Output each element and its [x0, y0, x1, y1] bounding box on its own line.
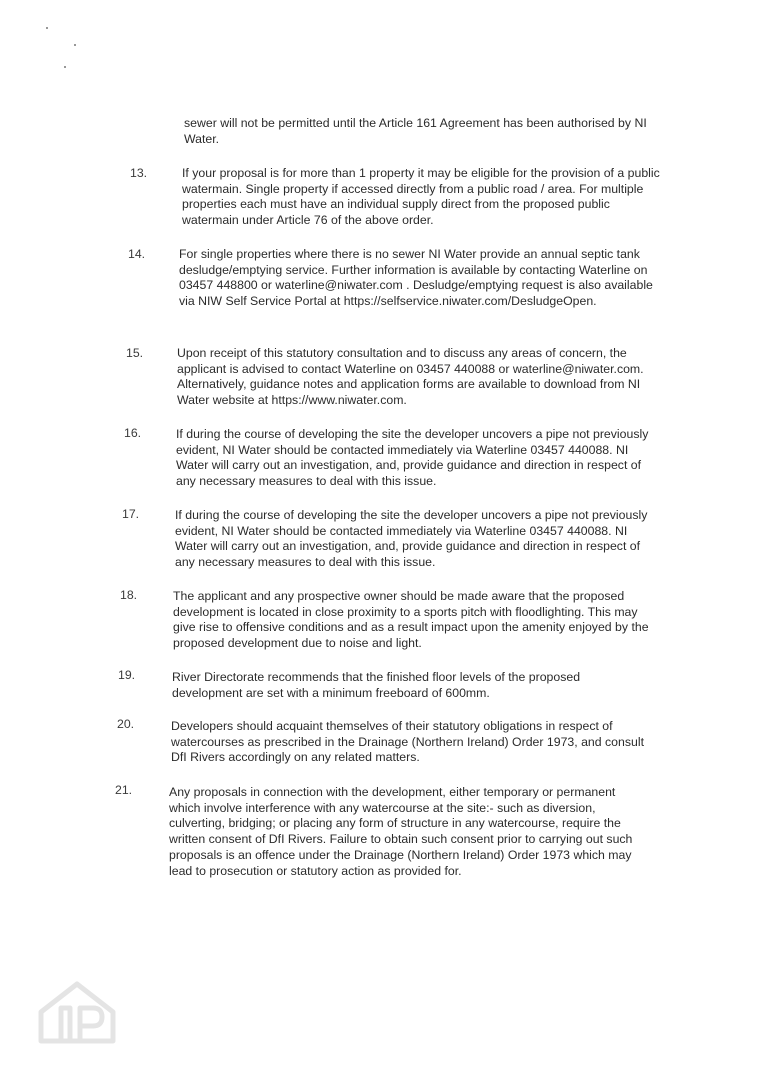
item-number: 21. — [115, 783, 133, 797]
scan-speck — [64, 66, 66, 68]
item-number: 18. — [120, 588, 138, 602]
item-number: 15. — [126, 346, 144, 360]
item-text: If during the course of developing the site the developer uncovers a pipe not previously evident, NI Water should be contacted immediately via Waterline 03457 440088. NI Water will carry out an investigation, and, provide guidance and direction in respect of any necessary measures to deal with this issue. — [175, 508, 648, 570]
property-logo-icon — [36, 978, 118, 1046]
item-text: For single properties where there is no sewer NI Water provide an annual septic tank desludge/emptying service. Further information is available by contacting Waterline on 03457 448800 or waterline@niwater.com . Desludge/emptying request is also available via NIW Self Service Portal at https://selfservice.niwater.com/DesludgeOpen. — [179, 247, 653, 309]
item-number: 17. — [122, 507, 140, 521]
item-number: 14. — [128, 247, 146, 261]
item-text: If your proposal is for more than 1 property it may be eligible for the provision of a public watermain. Single property if accessed directly from a public road / area. For multiple properties each must have an individual supply direct from the proposed public watermain under Article 76 of the above order. — [182, 166, 660, 228]
item-number: 19. — [118, 668, 136, 682]
item-text: If during the course of developing the site the developer uncovers a pipe not previously evident, NI Water should be contacted immediately via Waterline 03457 440088. NI Water will carry out an investigation, and, provide guidance and direction in respect of any necessary measures to deal with this issue. — [176, 427, 649, 489]
item-text: Developers should acquaint themselves of their statutory obligations in respect of watercourses as prescribed in the Drainage (Northern Ireland) Order 1973, and consult DfI Rivers accordingly on any related matters. — [171, 719, 644, 765]
item-text: Any proposals in connection with the development, either temporary or permanent which involve interference with any watercourse at the site:- such as diversion, culverting, bridging; or placing any form of structure in any watercourse, require the written consent of DfI Rivers. Failure to obtain such consent prior to carrying out such proposals is an offence under the Drainage (Northern Ireland) Order 1973 which may lead to prosecution or statutory action as provided for. — [169, 785, 633, 878]
item-text: River Directorate recommends that the finished floor levels of the proposed development are set with a minimum freeboard of 600mm. — [172, 670, 581, 700]
scan-speck — [46, 27, 48, 29]
item-number: 16. — [124, 426, 142, 440]
item-text: Upon receipt of this statutory consultation and to discuss any areas of concern, the applicant is advised to contact Waterline on 03457 440088 or waterline@niwater.com. Alternatively, guidance notes and application forms are available to download from NI Water website at https://www.niwater.com. — [177, 346, 644, 408]
continuation-text: sewer will not be permitted until the Article 161 Agreement has been authorised by NI Water. — [184, 116, 647, 146]
item-number: 13. — [130, 166, 148, 180]
item-number: 20. — [117, 717, 135, 731]
item-text: The applicant and any prospective owner should be made aware that the proposed development is located in close proximity to a sports pitch with floodlighting. This may give rise to offensive conditions and as a result impact upon the amenity enjoyed by the proposed development due to noise and light. — [173, 589, 649, 651]
scan-speck — [74, 44, 76, 46]
